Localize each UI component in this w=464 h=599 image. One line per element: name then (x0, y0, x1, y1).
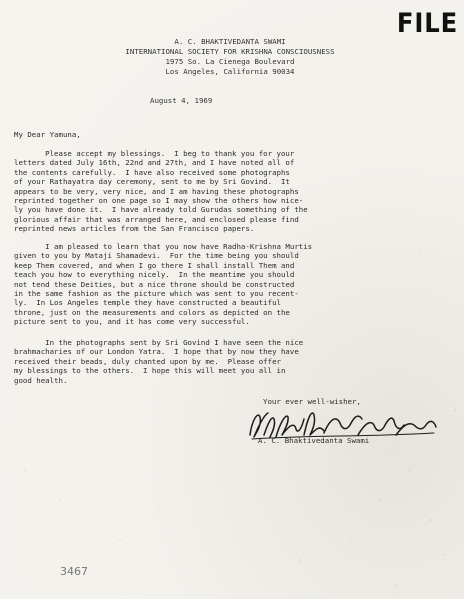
letterhead-name: A. C. BHAKTIVEDANTA SWAMI (174, 37, 286, 46)
body-paragraph-3: In the photographs sent by Sri Govind I have seen the nice brahmacharies of our London Yatra. I hope that by now they have received their beads, duly chanted upon by me. Please offer my blessings to the others. I hope this will meet you all in good health. (14, 338, 304, 385)
letterhead-organization: INTERNATIONAL SOCIETY FOR KRISHNA CONSCIOUSNESS (125, 47, 335, 56)
letter-date: August 4, 1969 (150, 96, 213, 105)
letterhead-city: Los Angeles, California 90034 (165, 67, 295, 76)
closing: Your ever well-wisher, (263, 397, 361, 406)
typed-name: A. C. Bhaktivedanta Swami (258, 436, 370, 445)
page-number: 3467 (60, 565, 88, 578)
body-paragraph-1: Please accept my blessings. I beg to thank you for your letters dated July 16th, 22nd and 27th, and I have noted all of the contents carefully. I have also received some photographs of your Rathayatra day ceremony, sent to me by Sri Govind. It appears to be very, very nice, and I am having these photographs reprinted together on one page so I may show the others how nice- ly you have done it. I have already told Gurudas something of the glorious affair that was arranged here, and enclosed please find reprinted news articles from the San Francisco papers. (14, 149, 308, 234)
body-paragraph-2: I am pleased to learn that you now have Radha-Krishna Murtis given to you by Mataji Shamadevi. For the time being you should keep Them covered, and when I go there I shall install Them and teach you how to everything nicely. In the meantime you should not tend these Deities, but a nice throne should be constructed in the same fashion as the picture which was sent to you recent- ly. In Los Angeles temple they have constructed a beautiful throne, just on the measurements and colors as depicted on the picture sent to you, and it has come very successful. (14, 242, 313, 327)
salutation: My Dear Yamuna, (14, 130, 81, 139)
file-stamp: FILE (396, 8, 458, 39)
letterhead (60, 37, 400, 77)
letterhead-street: 1975 So. La Cienega Boulevard (165, 57, 295, 66)
